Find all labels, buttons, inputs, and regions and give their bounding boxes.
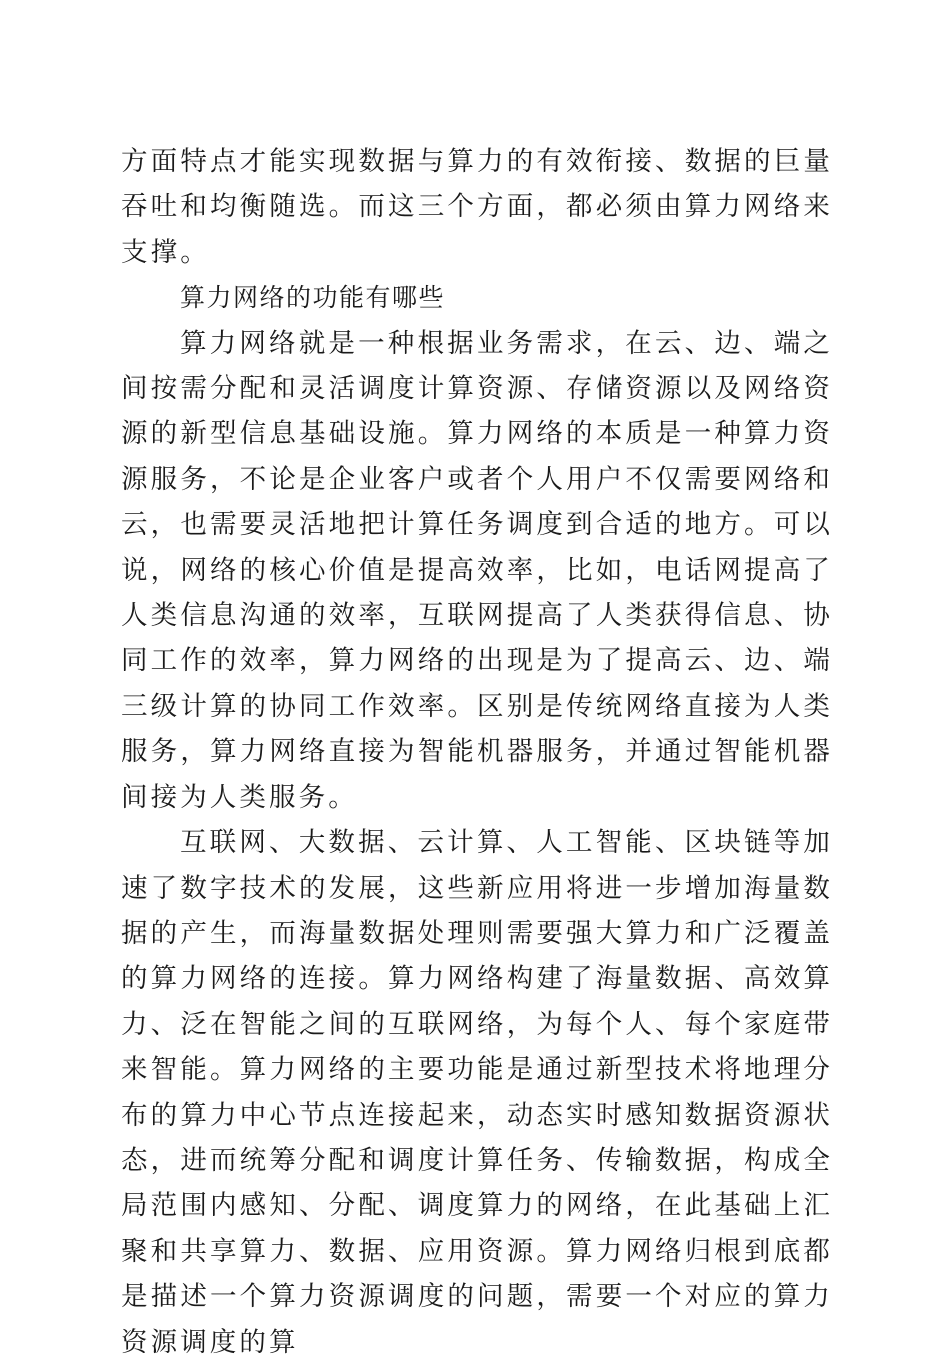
document-body [121, 139, 833, 1365]
paragraph-body: 互联网、大数据、云计算、人工智能、区块链等加速了数字技术的发展，这些新应用将进一步增加海量数据的产生，而海量数据处理则需要强大算力和广泛覆盖的算力网络的连接。算力网络构建了海量数据、高效算力、泛在智能之间的互联网络，为每个人、每个家庭带来智能。算力网络的主要功能是通过新型技术将地理分布的算力中心节点连接起来，动态实时感知数据资源状态，进而统筹分配和调度计算任务、传输数据，构成全局范围内感知、分配、调度算力的网络，在此基础上汇聚和共享算力、数据、应用资源。算力网络归根到底都是描述一个算力资源调度的问题，需要一个对应的算力资源调度的算 [121, 827, 833, 1358]
section-heading: 算力网络的功能有哪些 [180, 283, 446, 313]
paragraph-continuation: 方面特点才能实现数据与算力的有效衔接、数据的巨量吞吐和均衡随选。而这三个方面，都必须由算力网络来支撑。 [121, 146, 833, 268]
paragraph-body: 算力网络就是一种根据业务需求，在云、边、端之间按需分配和灵活调度计算资源、存储资源以及网络资源的新型信息基础设施。算力网络的本质是一种算力资源服务，不论是企业客户或者个人用户不仅需要网络和云，也需要灵活地把计算任务调度到合适的地方。可以说，网络的核心价值是提高效率，比如，电话网提高了人类信息沟通的效率，互联网提高了人类获得信息、协同工作的效率，算力网络的出现是为了提高云、边、端三级计算的协同工作效率。区别是传统网络直接为人类服务，算力网络直接为智能机器服务，并通过智能机器间接为人类服务。 [121, 327, 833, 813]
